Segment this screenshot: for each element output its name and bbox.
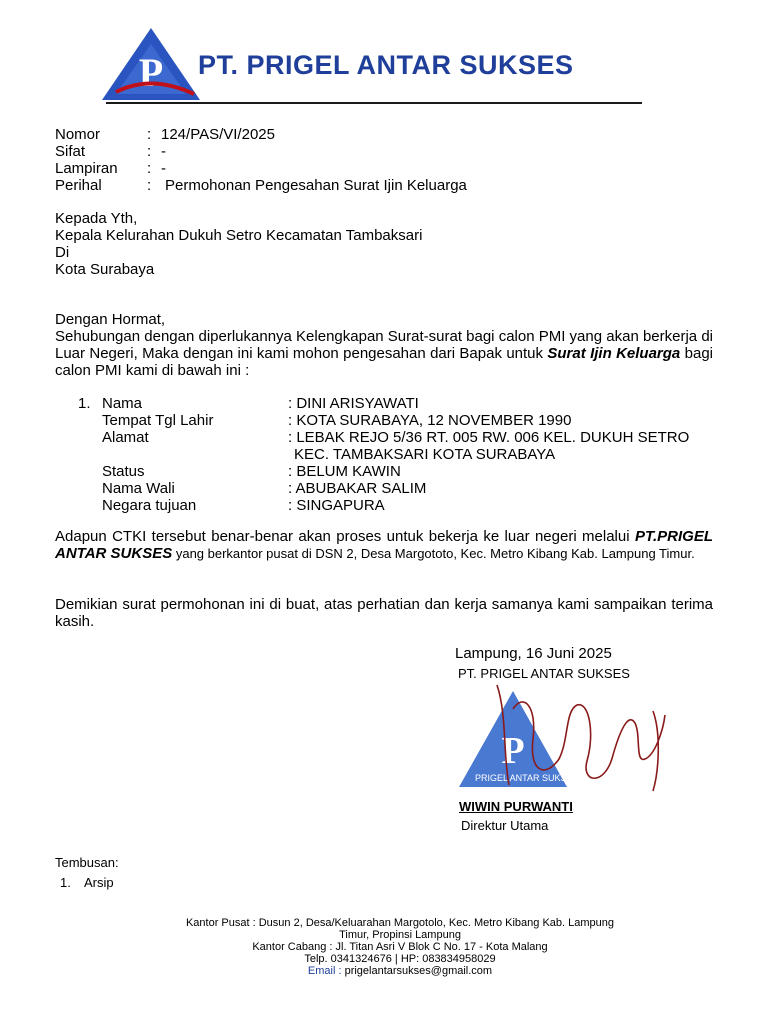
signature-block [455,645,695,833]
field-label: Tempat Tgl Lahir [102,412,214,429]
letterhead [86,20,642,106]
recipient-line: Kepada Yth, [55,210,138,227]
stamp-text: PRIGEL ANTAR SUKSES [475,773,579,783]
recipient [55,210,422,278]
meta-row-lampiran: Lampiran : - [55,160,166,177]
email-link[interactable]: prigelantarsukses@gmail.com [344,965,493,977]
meta-label: Lampiran [55,160,118,177]
company-name: PT. PRIGEL ANTAR SUKSES [198,50,574,80]
field-value: : LEBAK REJO 5/36 RT. 005 RW. 006 KEL. DUKUH SETRO [288,429,690,446]
meta-value: - [161,160,166,177]
meta-label: Sifat [55,143,86,160]
recipient-line: Kota Surabaya [55,261,155,278]
field-label: Nama Wali [102,480,175,497]
meta-label: Perihal [55,177,102,194]
letterhead-rule [106,102,642,104]
recipient-line: Di [55,244,70,261]
footer-line: Kantor Cabang : Jl. Titan Asri V Blok C No. 17 - Kota Malang [252,941,548,953]
company-logo [96,22,206,104]
company-paragraph [55,528,713,562]
field-value-continuation: KEC. TAMBAKSARI KOTA SURABAYA [294,446,556,463]
footer-line: Telp. 0341324676 | HP: 083834958029 [304,953,496,965]
field-label: Status [102,463,145,480]
list-number: 1. [78,395,91,412]
field-label: Alamat [102,429,149,446]
field-value: : DINI ARISYAWATI [288,395,419,412]
para2-mid: yang berkantor pusat di [172,546,316,561]
greeting: Dengan Hormat, [55,311,166,328]
person-list [78,395,718,514]
footer-email-row [150,965,650,977]
field-value: : ABUBAKAR SALIM [288,480,427,497]
letter-meta [55,126,467,194]
handwritten-signature [485,675,685,805]
meta-value: - [161,143,166,160]
list-item [78,480,718,497]
list-item [78,395,718,412]
signatory-name: WIWIN PURWANTI [459,799,573,814]
meta-row-perihal: Perihal : Permohonan Pengesahan Surat Ijin Keluarga [55,177,467,194]
footer-line: Kantor Pusat : Dusun 2, Desa/Keluarahan Margotolo, Kec. Metro Kibang Kab. Lampung [185,917,615,929]
intro-text: Sehubungan dengan diperlukannya Kelengkapan Surat-surat bagi calon PMI yang akan berkerja di Luar Negeri, Maka dengan ini kami mohon pengesahan dari Bapak untuk [55,328,713,362]
footer-line: Timur, Propinsi Lampung [339,929,461,941]
meta-label: Nomor [55,126,101,143]
field-label: Nama [102,395,143,412]
para2-address: DSN 2, Desa Margototo, Kec. Metro Kibang Kab. Lampung Timur. [315,546,695,561]
signatory-title: Direktur Utama [461,818,549,833]
list-item [78,497,718,514]
field-label: Negara tujuan [102,497,197,514]
signature-company: PT. PRIGEL ANTAR SUKSES [458,666,630,681]
meta-value: 124/PAS/VI/2025 [161,126,275,143]
logo-letter: P [138,50,164,95]
intro-text-end: bagi calon PMI kami di bawah ini : [55,345,713,379]
list-item [78,412,718,429]
field-value: : KOTA SURABAYA, 12 NOVEMBER 1990 [288,412,572,429]
closing-paragraph: Demikian surat permohonan ini di buat, atas perhatian dan kerja samanya kami sampaikan terima kasih. [55,596,713,630]
intro-emphasis: Surat Ijin Keluarga [547,345,681,362]
footer [150,917,650,977]
cc-item: Arsip [84,875,114,890]
para2-text: Adapun CTKI tersebut benar-benar akan proses untuk bekerja ke luar negeri melalui [55,528,635,545]
list-item [78,463,718,480]
meta-row-nomor: Nomor : 124/PAS/VI/2025 [55,126,275,143]
meta-value: Permohonan Pengesahan Surat Ijin Keluarga [165,177,467,194]
recipient-line: Kepala Kelurahan Dukuh Setro Kecamatan Tambaksari [55,227,423,244]
intro-paragraph [55,328,713,379]
meta-row-sifat: Sifat : - [55,143,166,160]
list-item [78,429,718,446]
field-value: : BELUM KAWIN [288,463,401,480]
cc-heading: Tembusan: [55,855,119,870]
para2-company: PT.PRIGEL ANTAR SUKSES [55,528,713,562]
cc-list: 1. Arsip [60,875,114,890]
place-date: Lampung, 16 Juni 2025 [455,645,612,662]
field-value: : SINGAPURA [288,497,385,514]
email-label: Email : [307,965,342,977]
svg-text:P: P [501,730,525,772]
